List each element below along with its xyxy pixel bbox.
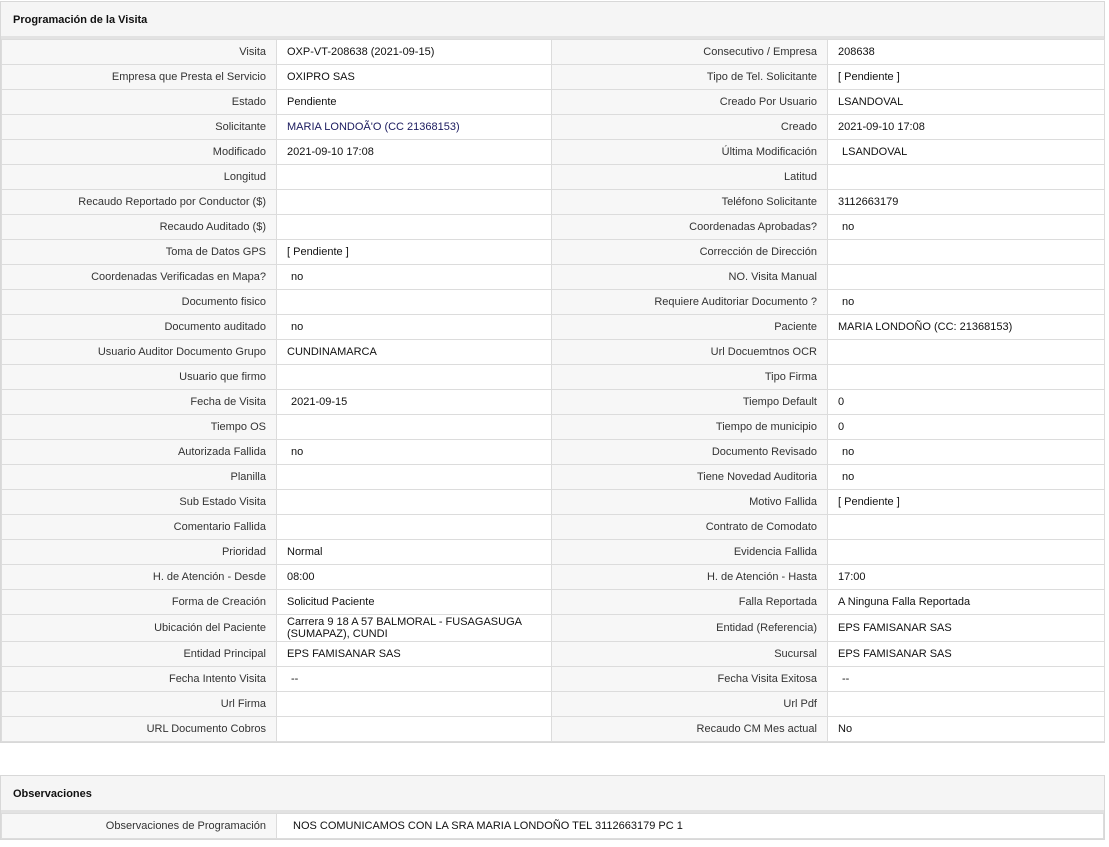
field-value bbox=[277, 415, 552, 440]
field-value: 2021-09-15 bbox=[277, 390, 552, 415]
field-value: no bbox=[277, 440, 552, 465]
field-value: 3112663179 bbox=[828, 190, 1105, 215]
field-label: Planilla bbox=[2, 465, 277, 490]
field-value: 0 bbox=[828, 415, 1105, 440]
field-value: EPS FAMISANAR SAS bbox=[828, 615, 1105, 642]
field-value: 208638 bbox=[828, 40, 1105, 65]
field-label: Creado Por Usuario bbox=[552, 90, 828, 115]
field-label: Usuario que firmo bbox=[2, 365, 277, 390]
field-value bbox=[277, 490, 552, 515]
field-value: EPS FAMISANAR SAS bbox=[828, 642, 1105, 667]
observations-panel-title: Observaciones bbox=[1, 776, 1104, 813]
field-label: Consecutivo / Empresa bbox=[552, 40, 828, 65]
table-row bbox=[2, 490, 1105, 515]
field-label: Tipo Firma bbox=[552, 365, 828, 390]
field-value: 2021-09-10 17:08 bbox=[828, 115, 1105, 140]
field-label: Documento auditado bbox=[2, 315, 277, 340]
observations-label: Observaciones de Programación bbox=[2, 814, 277, 839]
field-label: Comentario Fallida bbox=[2, 515, 277, 540]
field-value: -- bbox=[828, 667, 1105, 692]
field-label: Última Modificación bbox=[552, 140, 828, 165]
field-label: Ubicación del Paciente bbox=[2, 615, 277, 642]
field-label: Recaudo Reportado por Conductor ($) bbox=[2, 190, 277, 215]
table-row bbox=[2, 315, 1105, 340]
table-row bbox=[2, 215, 1105, 240]
field-label: Estado bbox=[2, 90, 277, 115]
field-label: Latitud bbox=[552, 165, 828, 190]
field-label: Url Firma bbox=[2, 692, 277, 717]
observations-panel bbox=[0, 775, 1105, 840]
table-row bbox=[2, 667, 1105, 692]
field-label: H. de Atención - Desde bbox=[2, 565, 277, 590]
observations-value: NOS COMUNICAMOS CON LA SRA MARIA LONDOÑO TEL 3112663179 PC 1 bbox=[277, 814, 1104, 839]
field-label: Paciente bbox=[552, 315, 828, 340]
field-label: Usuario Auditor Documento Grupo bbox=[2, 340, 277, 365]
field-label: Empresa que Presta el Servicio bbox=[2, 65, 277, 90]
field-value bbox=[277, 692, 552, 717]
field-label: Autorizada Fallida bbox=[2, 440, 277, 465]
field-value: 08:00 bbox=[277, 565, 552, 590]
field-value: Normal bbox=[277, 540, 552, 565]
table-row bbox=[2, 415, 1105, 440]
field-label: Evidencia Fallida bbox=[552, 540, 828, 565]
field-label: Requiere Auditoriar Documento ? bbox=[552, 290, 828, 315]
field-value: MARIA LONDOÑO (CC: 21368153) bbox=[828, 315, 1105, 340]
table-row bbox=[2, 165, 1105, 190]
field-label: Contrato de Comodato bbox=[552, 515, 828, 540]
field-label: NO. Visita Manual bbox=[552, 265, 828, 290]
field-label: Url Docuemtnos OCR bbox=[552, 340, 828, 365]
field-value bbox=[828, 515, 1105, 540]
table-row bbox=[2, 565, 1105, 590]
field-value bbox=[277, 365, 552, 390]
table-row bbox=[2, 340, 1105, 365]
field-label: Tiempo de municipio bbox=[552, 415, 828, 440]
field-value: EPS FAMISANAR SAS bbox=[277, 642, 552, 667]
field-label: URL Documento Cobros bbox=[2, 717, 277, 742]
field-value: LSANDOVAL bbox=[828, 90, 1105, 115]
field-label: Tiempo Default bbox=[552, 390, 828, 415]
field-value bbox=[828, 365, 1105, 390]
field-label: Coordenadas Verificadas en Mapa? bbox=[2, 265, 277, 290]
table-row bbox=[2, 590, 1105, 615]
field-label: Forma de Creación bbox=[2, 590, 277, 615]
table-row bbox=[2, 90, 1105, 115]
field-value: CUNDINAMARCA bbox=[277, 340, 552, 365]
field-value bbox=[277, 465, 552, 490]
field-value: OXP-VT-208638 (2021-09-15) bbox=[277, 40, 552, 65]
field-label: Entidad (Referencia) bbox=[552, 615, 828, 642]
field-label: Visita bbox=[2, 40, 277, 65]
field-value: Carrera 9 18 A 57 BALMORAL - FUSAGASUGA (SUMAPAZ), CUNDI bbox=[277, 615, 552, 642]
visit-panel bbox=[0, 1, 1105, 743]
table-row bbox=[2, 717, 1105, 742]
table-row bbox=[2, 390, 1105, 415]
field-label: Solicitante bbox=[2, 115, 277, 140]
table-row bbox=[2, 440, 1105, 465]
field-label: Longitud bbox=[2, 165, 277, 190]
table-row bbox=[2, 615, 1105, 642]
field-value bbox=[828, 692, 1105, 717]
field-value: no bbox=[277, 265, 552, 290]
field-label: Prioridad bbox=[2, 540, 277, 565]
field-value: LSANDOVAL bbox=[828, 140, 1105, 165]
field-value: no bbox=[277, 315, 552, 340]
observations-table bbox=[1, 813, 1104, 839]
field-label: Modificado bbox=[2, 140, 277, 165]
field-value bbox=[277, 215, 552, 240]
field-label: Documento Revisado bbox=[552, 440, 828, 465]
table-row bbox=[2, 540, 1105, 565]
field-label: Corrección de Dirección bbox=[552, 240, 828, 265]
field-value bbox=[277, 515, 552, 540]
field-value: Pendiente bbox=[277, 90, 552, 115]
field-label: Tipo de Tel. Solicitante bbox=[552, 65, 828, 90]
field-value bbox=[828, 240, 1105, 265]
field-value: [ Pendiente ] bbox=[277, 240, 552, 265]
table-row bbox=[2, 240, 1105, 265]
field-value: MARIA LONDOÃ'O (CC 21368153) bbox=[277, 115, 552, 140]
field-value: Solicitud Paciente bbox=[277, 590, 552, 615]
field-value: no bbox=[828, 215, 1105, 240]
field-value bbox=[828, 165, 1105, 190]
table-row bbox=[2, 290, 1105, 315]
field-value bbox=[277, 165, 552, 190]
field-label: Toma de Datos GPS bbox=[2, 240, 277, 265]
table-row bbox=[2, 140, 1105, 165]
field-label: Tiene Novedad Auditoria bbox=[552, 465, 828, 490]
field-label: Motivo Fallida bbox=[552, 490, 828, 515]
field-value bbox=[828, 265, 1105, 290]
table-row bbox=[2, 115, 1105, 140]
field-value: 17:00 bbox=[828, 565, 1105, 590]
table-row bbox=[2, 814, 1104, 839]
field-value: A Ninguna Falla Reportada bbox=[828, 590, 1105, 615]
field-value: 2021-09-10 17:08 bbox=[277, 140, 552, 165]
field-value: no bbox=[828, 440, 1105, 465]
field-value: 0 bbox=[828, 390, 1105, 415]
table-row bbox=[2, 40, 1105, 65]
field-label: Fecha de Visita bbox=[2, 390, 277, 415]
field-value bbox=[828, 340, 1105, 365]
field-value: [ Pendiente ] bbox=[828, 65, 1105, 90]
table-row bbox=[2, 365, 1105, 390]
table-row bbox=[2, 190, 1105, 215]
field-value: OXIPRO SAS bbox=[277, 65, 552, 90]
field-label: H. de Atención - Hasta bbox=[552, 565, 828, 590]
field-label: Falla Reportada bbox=[552, 590, 828, 615]
field-label: Recaudo Auditado ($) bbox=[2, 215, 277, 240]
field-value: no bbox=[828, 465, 1105, 490]
table-row bbox=[2, 65, 1105, 90]
field-label: Teléfono Solicitante bbox=[552, 190, 828, 215]
table-row bbox=[2, 515, 1105, 540]
field-label: Recaudo CM Mes actual bbox=[552, 717, 828, 742]
table-row bbox=[2, 692, 1105, 717]
table-row bbox=[2, 642, 1105, 667]
field-value: [ Pendiente ] bbox=[828, 490, 1105, 515]
field-label: Entidad Principal bbox=[2, 642, 277, 667]
field-label: Documento fisico bbox=[2, 290, 277, 315]
field-label: Sub Estado Visita bbox=[2, 490, 277, 515]
field-label: Fecha Intento Visita bbox=[2, 667, 277, 692]
field-value bbox=[277, 717, 552, 742]
field-value bbox=[277, 190, 552, 215]
field-label: Url Pdf bbox=[552, 692, 828, 717]
field-value: no bbox=[828, 290, 1105, 315]
visit-details-table bbox=[1, 39, 1105, 742]
field-label: Coordenadas Aprobadas? bbox=[552, 215, 828, 240]
field-label: Tiempo OS bbox=[2, 415, 277, 440]
table-row bbox=[2, 465, 1105, 490]
field-value: -- bbox=[277, 667, 552, 692]
field-label: Fecha Visita Exitosa bbox=[552, 667, 828, 692]
field-value: No bbox=[828, 717, 1105, 742]
visit-panel-title: Programación de la Visita bbox=[1, 2, 1104, 39]
field-value bbox=[277, 290, 552, 315]
field-value bbox=[828, 540, 1105, 565]
field-label: Creado bbox=[552, 115, 828, 140]
field-label: Sucursal bbox=[552, 642, 828, 667]
table-row bbox=[2, 265, 1105, 290]
